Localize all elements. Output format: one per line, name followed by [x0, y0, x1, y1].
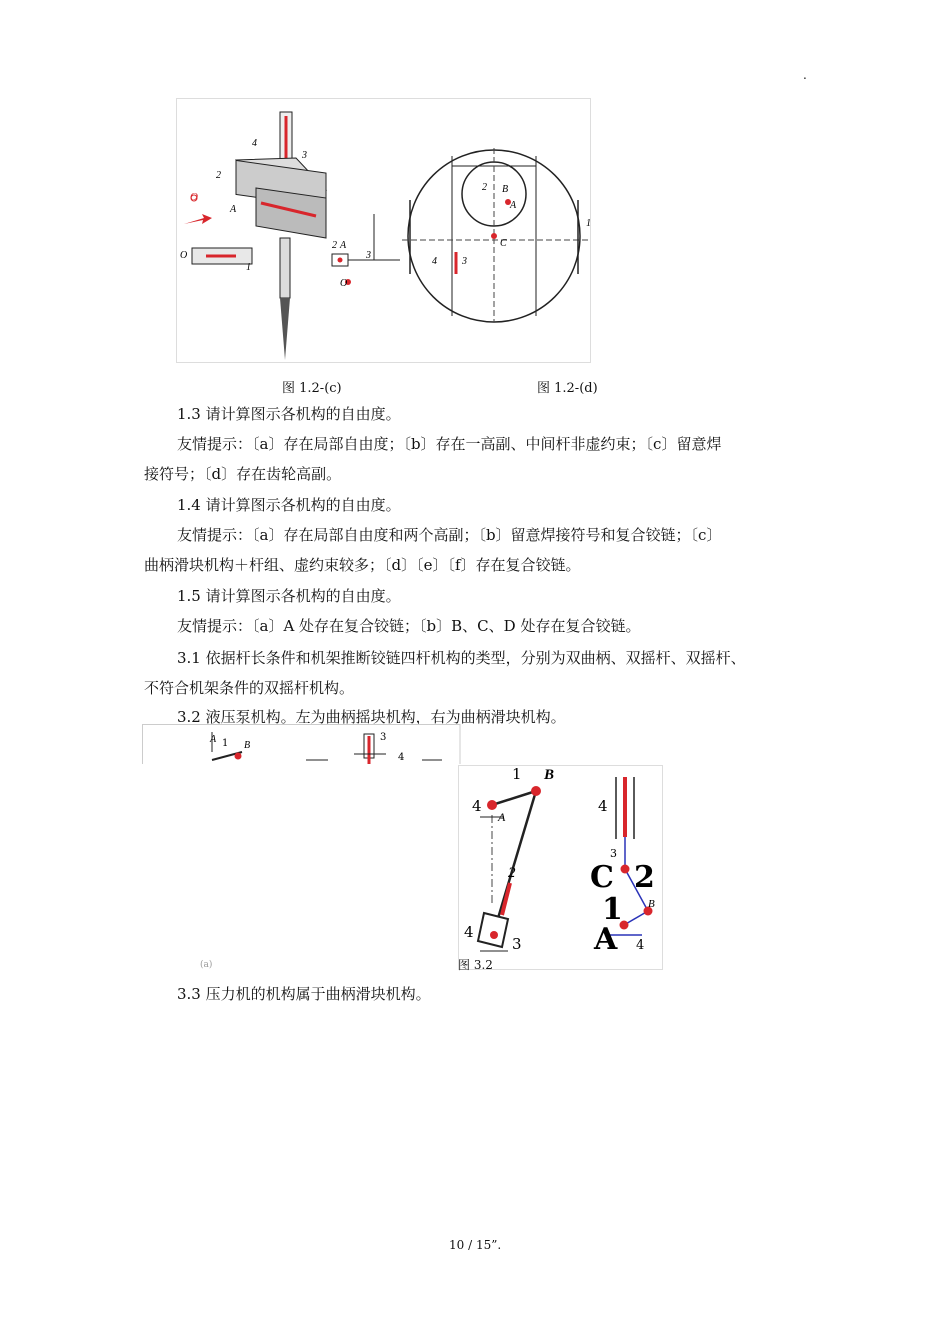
fig-32-right-label: 2 [634, 860, 655, 895]
fig-32-top-label: 4 [398, 752, 405, 763]
section-3-3 [144, 979, 804, 1009]
fig-c-label: O [190, 191, 198, 203]
fig-small-label: A [340, 240, 347, 251]
fig-32-right-label: 4 [598, 797, 608, 815]
figure-3-2 [458, 765, 664, 971]
hint-line: 曲柄滑块机构＋杆组、虚约束较多；〔d〕〔e〕〔f〕存在复合铰链。 [144, 556, 581, 574]
section-heading: 1.3 请计算图示各机构的自由度。 [177, 405, 401, 423]
hint-line: 友情提示：〔a〕存在局部自由度和两个高副；〔b〕留意焊接符号和复合铰链；〔c〕 [177, 526, 722, 544]
section-1-4 [144, 490, 804, 580]
fig-c-label: 2 [216, 170, 221, 181]
hint-line: 友情提示：〔a〕存在局部自由度；〔b〕存在一高副、中间杆非虚约束；〔c〕留意焊 [177, 435, 722, 453]
corner-mark: . [803, 68, 807, 82]
fig-c-label: A [230, 204, 237, 215]
fig-32-left-label: 4 [464, 923, 474, 941]
fig-32-top-label: 1 [222, 738, 229, 749]
fig-32-right-label: C [590, 860, 614, 895]
page-number: 10 / 15”. [449, 1238, 502, 1252]
fig-d-label: A [510, 200, 517, 211]
fig-32-left-label: 2 [508, 865, 516, 881]
fig-small-label: 3 [366, 250, 371, 261]
figure-caption: 图 1.2-(d) [537, 381, 598, 396]
fig-32-left-label: B [544, 767, 555, 783]
hint-line: 友情提示：〔a〕A 处存在复合铰链；〔b〕B、C、D 处存在复合铰链。 [177, 617, 641, 635]
fig-32-left-label: 4 [472, 797, 482, 815]
fig-small-label: 2 [332, 240, 337, 251]
figure-1-2-c-d [176, 98, 592, 364]
fig-c-label: O [180, 250, 188, 261]
section-1-3 [144, 399, 804, 489]
fig-d-label: 1 [586, 218, 591, 229]
fig-d-label: 4 [432, 256, 437, 267]
section-3-1 [144, 643, 804, 703]
figure-caption: 图 1.2-(c) [282, 381, 342, 396]
fig-c-label: 1 [246, 262, 251, 273]
figure-caption: 图 3.2 [458, 958, 493, 972]
fig-c-label: 4 [252, 138, 257, 149]
fig-32-left-label: 3 [512, 935, 522, 953]
section-heading: 1.4 请计算图示各机构的自由度。 [177, 496, 401, 514]
section-heading: 1.5 请计算图示各机构的自由度。 [177, 587, 401, 605]
fig-d-label: 2 [482, 182, 487, 193]
fig-d-label: C [500, 238, 507, 249]
fig-32-right-label: 4 [636, 938, 645, 953]
fig-32-left-label: A [498, 810, 506, 824]
text-line: 3.2 液压泵机构。左为曲柄摇块机构，右为曲柄滑块机构。 [177, 708, 566, 726]
fig-small-label: O [340, 278, 348, 289]
fig-32-left-label: 1 [512, 765, 522, 783]
fig-d-label: 3 [462, 256, 467, 267]
hint-line: 接符号；〔d〕存在齿轮高副。 [144, 465, 342, 483]
fig-32-top-label: A [210, 734, 217, 745]
fig-32-right-label: B [648, 898, 655, 910]
text-line: 3.3 压力机的机构属于曲柄滑块机构。 [177, 985, 431, 1003]
fig-32-top-label: B [244, 740, 251, 751]
figure-partial-label: (a) [200, 960, 213, 970]
fig-c-label: 3 [302, 150, 307, 161]
fig-32-top-label: 3 [380, 732, 387, 743]
figure-3-2-top-strip [142, 724, 462, 764]
fig-d-label: B [502, 184, 509, 195]
fig-32-right-label: A [594, 922, 618, 957]
text-line: 3.1 依据杆长条件和机架推断铰链四杆机构的类型，分别为双曲柄、双摇杆、双摇杆、 [177, 649, 746, 667]
text-line: 不符合机架条件的双摇杆机构。 [144, 679, 355, 697]
fig-32-right-label: 1 [602, 892, 623, 927]
section-1-5 [144, 581, 804, 641]
fig-32-right-label: 3 [610, 847, 617, 860]
